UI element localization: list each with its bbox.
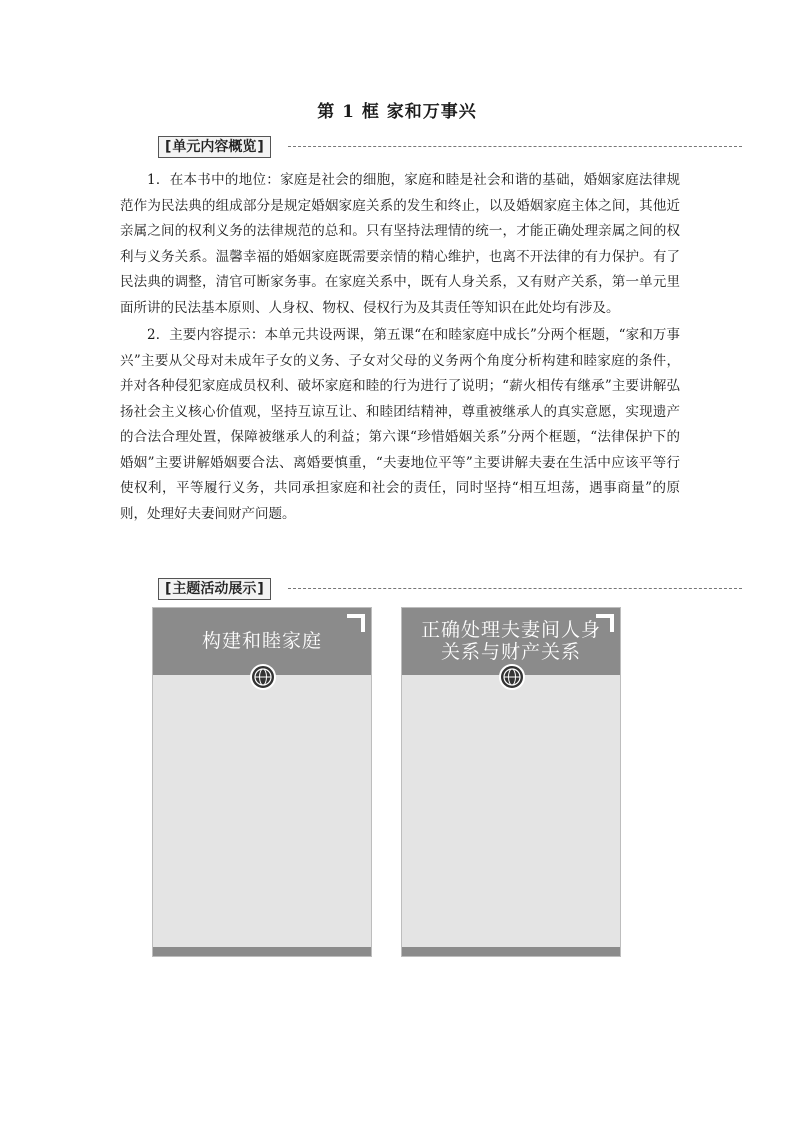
globe-icon xyxy=(499,664,525,690)
section-label-overview: [ 单元内容概览 ] xyxy=(158,136,271,158)
dashed-divider xyxy=(288,588,742,589)
activity-card-spouse-relations xyxy=(401,607,621,957)
globe-icon xyxy=(250,664,276,690)
corner-bracket-icon xyxy=(347,614,365,632)
page-title: 第 1 框 家和万事兴 xyxy=(317,102,477,122)
card-title: 构建和睦家庭 xyxy=(201,630,322,652)
dashed-divider xyxy=(288,146,742,147)
paragraph-position: 1．在本书中的地位：家庭是社会的细胞，家庭和睦是社会和谐的基础，婚姻家庭法律规范作为民法典的组成部分是规定婚姻家庭关系的发生和终止，以及婚姻家庭主体之间，其他近亲属之间的权利义务的法律规范的总和。只有坚持法理情的统一，才能正确处理亲属之间的权利与义务关系。温馨幸福的婚姻家庭既需要亲情的精心维护，也离不开法律的有力保护。有了民法典的调整，清官可断家务事。在家庭关系中，既有人身关系，又有财产关系，第一单元里面所讲的民法基本原则、人身权、物权、侵权行为及其责任等知识在此处均有涉及。 xyxy=(120,172,680,316)
section-label-activities: [ 主题活动展示 ] xyxy=(158,578,271,600)
card-footer-band xyxy=(402,947,620,956)
card-title-line1: 正确处理夫妻间人身 xyxy=(420,619,601,641)
corner-bracket-icon xyxy=(596,614,614,632)
card-footer-band xyxy=(153,947,371,956)
paragraph-main-content: 2．主要内容提示：本单元共设两课，第五课“在和睦家庭中成长”分两个框题，“家和万事兴”主要从父母对未成年子女的义务、子女对父母的义务两个角度分析构建和睦家庭的条件，并对各种侵犯家庭成员权利、破坏家庭和睦的行为进行了说明；“薪火相传有继承”主要讲解弘扬社会主义核心价值观，坚持互谅互让、和睦团结精神，尊重被继承人的真实意愿，实现遗产的合法合理处置，保障被继承人的利益；第六课“珍惜婚姻关系”分两个框题，“法律保护下的婚姻”主要讲解婚姻要合法、离婚要慎重，“夫妻地位平等”主要讲解夫妻在生活中应该平等行使权利，平等履行义务，共同承担家庭和社会的责任，同时坚持“相互坦荡，遇事商量”的原则，处理好夫妻间财产问题。 xyxy=(120,327,680,522)
activity-card-harmonious-family xyxy=(152,607,372,957)
section-header-activities xyxy=(158,578,742,600)
section-header-overview xyxy=(158,136,742,158)
overview-content xyxy=(120,168,680,527)
card-title-line2: 关系与财产关系 xyxy=(440,641,581,663)
